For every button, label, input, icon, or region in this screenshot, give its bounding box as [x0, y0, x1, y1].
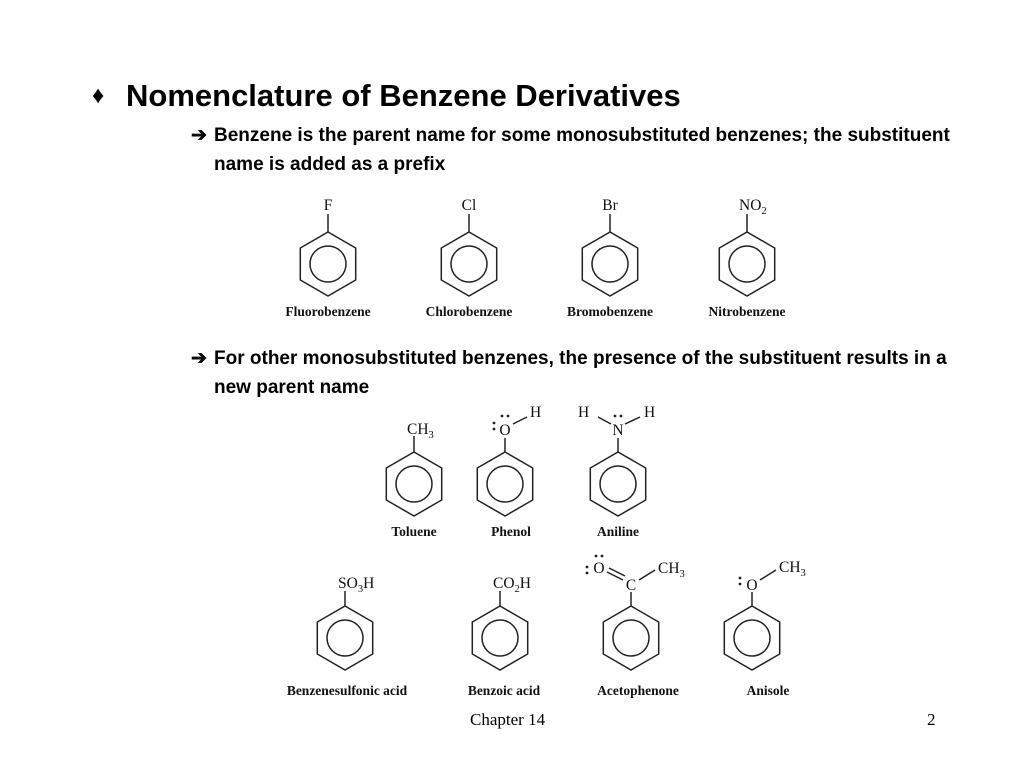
chlorobenzene-structure [426, 197, 513, 319]
substituent-label: F [323, 197, 333, 214]
compound-name: Fluorobenzene [285, 304, 371, 319]
compound-name: Anisole [746, 683, 790, 698]
diamond-bullet-icon: ♦ [92, 82, 105, 109]
bullet-1-text: Benzene is the parent name for some monosubstituted benzenes; the substituent name is added as a prefix [214, 125, 950, 175]
substituent-label: Cl [461, 197, 477, 214]
compound-name: Benzoic acid [467, 683, 541, 698]
hydrogen-label: H [530, 404, 542, 421]
hydrogen-label: H [644, 404, 656, 421]
oxygen-label: O [499, 422, 511, 439]
oxygen-label: O [746, 577, 758, 594]
nitrobenzene-structure [709, 197, 786, 319]
footer-chapter: Chapter 14 [470, 710, 546, 729]
anisole-structure [724, 559, 805, 698]
benzoic-acid-structure [468, 575, 541, 698]
title-text: Nomenclature of Benzene Derivatives [126, 78, 681, 113]
toluene-structure [386, 421, 441, 539]
oxygen-label: O [593, 560, 605, 577]
page-number: 2 [927, 710, 936, 729]
bullet-2-text: For other monosubstituted benzenes, the presence of the substituent results in a new parent name [214, 348, 947, 398]
compound-name: Acetophenone [597, 683, 679, 698]
arrow-icon: ➔ [191, 125, 207, 146]
compound-name: Phenol [491, 524, 531, 539]
methyl-label: $CH_3$ [658, 560, 685, 580]
bromobenzene-structure [567, 197, 653, 319]
hydrogen-label: H [578, 404, 590, 421]
compound-name: Chlorobenzene [425, 304, 513, 319]
substituent-label: $SO_3H$ [338, 575, 375, 595]
arrow-icon: ➔ [191, 348, 207, 369]
carbon-label: C [625, 577, 637, 594]
substituent-label: Br [602, 197, 618, 214]
methyl-label: $CH_3$ [779, 559, 806, 579]
nitrogen-label: N [612, 422, 624, 439]
compound-name: Bromobenzene [567, 304, 653, 319]
compound-name: Toluene [391, 524, 437, 539]
substituent-label: $NO_2$ [739, 197, 767, 217]
benzenesulfonic-acid-structure [287, 575, 408, 698]
acetophenone-structure [586, 555, 685, 698]
compound-name: Benzenesulfonic acid [286, 683, 408, 698]
substituent-label: $CH_3$ [407, 421, 434, 441]
phenol-structure [477, 404, 541, 539]
compound-name: Nitrobenzene [708, 304, 786, 319]
substituent-label: $CO_2H$ [493, 575, 531, 595]
fluorobenzene-structure [285, 197, 370, 319]
aniline-structure [578, 404, 655, 539]
compound-name: Aniline [596, 524, 640, 539]
